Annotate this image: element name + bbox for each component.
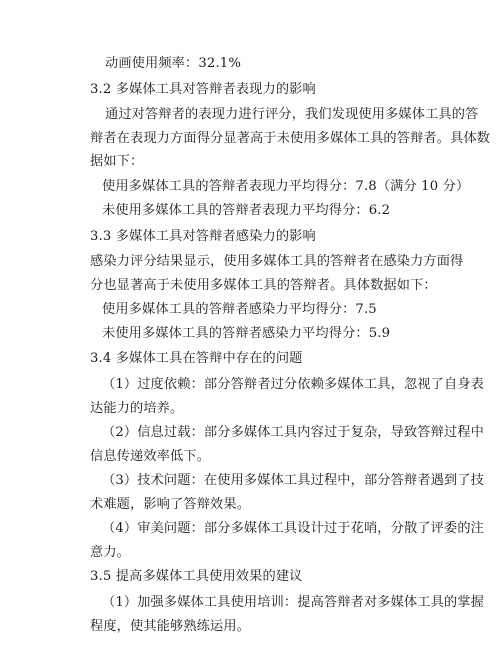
text-line: 动画使用频率：32.1% (105, 56, 242, 71)
list-item-line: （1）过度依赖：部分答辩者过分依赖多媒体工具，忽视了自身表 (102, 377, 484, 392)
list-item-line: 信息传递效率低下。 (90, 449, 211, 464)
data-line: 未使用多媒体工具的答辩者表现力平均得分：6.2 (102, 203, 391, 218)
list-item-line: 意力。 (90, 545, 131, 560)
list-item-line: （1）加强多媒体工具使用培训：提高答辩者对多媒体工具的掌握 (102, 595, 484, 610)
list-item-line: 达能力的培养。 (90, 401, 184, 416)
section-heading-3-5: 3.5 提高多媒体工具使用效果的建议 (90, 569, 303, 584)
data-line: 未使用多媒体工具的答辩者感染力平均得分：5.9 (102, 326, 391, 341)
list-item-line: 程度，使其能够熟练运用。 (90, 619, 251, 634)
data-line: 使用多媒体工具的答辩者表现力平均得分：7.8（满分 10 分） (102, 179, 470, 194)
list-item-line: （3）技术问题：在使用多媒体工具过程中，部分答辩者遇到了技 (102, 473, 484, 488)
data-line: 使用多媒体工具的答辩者感染力平均得分：7.5 (102, 302, 377, 317)
paragraph-line: 分也显著高于未使用多媒体工具的答辩者。具体数据如下： (90, 278, 437, 293)
section-heading-3-4: 3.4 多媒体工具在答辩中存在的问题 (90, 351, 303, 366)
list-item-line: （2）信息过载：部分多媒体工具内容过于复杂，导致答辩过程中 (102, 425, 484, 440)
paragraph-line: 据如下： (90, 154, 144, 169)
list-item-line: 术难题，影响了答辩效果。 (90, 497, 251, 512)
paragraph-line: 通过对答辩者的表现力进行评分，我们发现使用多媒体工具的答 (105, 107, 479, 122)
section-heading-3-3: 3.3 多媒体工具对答辩者感染力的影响 (90, 229, 316, 244)
paragraph-line: 辩者在表现力方面得分显著高于未使用多媒体工具的答辩者。具体数 (90, 131, 491, 146)
section-heading-3-2: 3.2 多媒体工具对答辩者表现力的影响 (90, 82, 316, 97)
list-item-line: （4）审美问题：部分多媒体工具设计过于花哨，分散了评委的注 (102, 521, 484, 536)
paragraph-line: 感染力评分结果显示，使用多媒体工具的答辩者在感染力方面得 (90, 254, 464, 269)
